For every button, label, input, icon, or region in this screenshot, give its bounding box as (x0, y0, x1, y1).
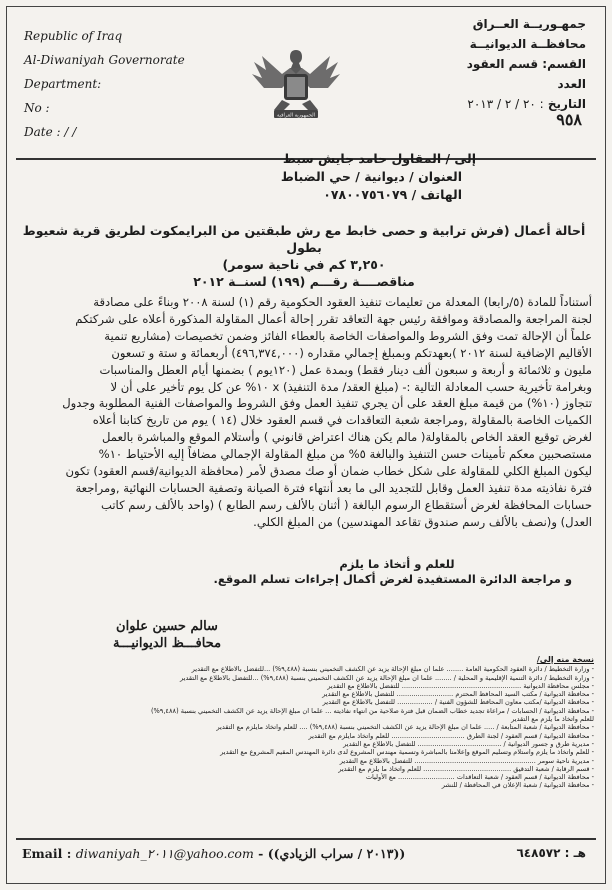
email-address: diwaniyah_٢٠١١@yahoo.com (75, 846, 254, 861)
copy-item: - وزارة التخطيط / دائرة العقود الحكومية العامة ........ علما ان مبلغ الإحالة يزيد عن الكشف التخميني بنسبة (٩,٤٨٨%) ...للتفضل بالاطلاع مع التقدير (191, 665, 594, 674)
body-line: حسابات المحافظة لغرض أستقطاع الرسوم البالغة ( أثنان بالألف رسم الطابع ) (واحد بالألف رسم كاتب (100, 497, 592, 512)
recipient-to: إلى / المقاول حامد جايش سبط (282, 151, 476, 166)
recipient-address: العنوان / ديوانية / حي الضباط (280, 169, 462, 184)
body-line: لجنة المراجعة والمصادقة وموافقة رئيس جهة التعاقد تقرر إحالة أعمال المقاولة المذكورة أعلاه على شركتكم (75, 311, 592, 326)
subject-line-3: مناقصــــة رقـــم (١٩٩) لسنــة ٢٠١٢ (193, 274, 415, 289)
body-line: لغرض توقيع العقد الخاص بالمقاولة( مالم يكن هناك اعتراض قانوني ) وأستلام الموقع والمباشرة بالعمل (102, 430, 592, 445)
copy-item: - محافظة الديوانية /مكتب معاون المحافظ للشؤون الفنية / ................. للتفضل بالاطلاع مع التقدير (322, 698, 594, 707)
number-row (416, 74, 586, 94)
signatory-name: سالم حسين علوان (116, 619, 218, 634)
footer-divider (16, 838, 596, 840)
emblem-caption: الجمهورية العراقية (276, 112, 316, 119)
subject-block (20, 222, 588, 290)
closing-block (52, 557, 572, 587)
number-en: No : (24, 101, 50, 115)
body-line: الكميات الخاصة بالمقاولة ,ومراجعة شعبة التعاقدات في قسم العقود خلال (١٤ ) يوم من تاريخ كتابنا أعلاه (92, 413, 592, 428)
email-suffix: - ((٢٠١٣ / سراب الزيادي)) (258, 846, 406, 861)
body-line: مستصحبين معكم تأمينات حسن التنفيذ والبالغة ٥% من مبلغ المقاولة الإجمالي مضافاً إليه الأحتياط ١٠% (98, 447, 592, 462)
closing-line-1: للعلم و أتخاذ ما يلزم (339, 557, 455, 571)
copy-item: للعلم واتخاذ ما يلزم مع التقدير (511, 715, 594, 724)
footer-phone: هـ : ٦٤٨٥٧٢ (516, 846, 586, 860)
copies-heading: نسخة منه إلى/ (536, 656, 594, 664)
subject-line-2: ٣,٢٥٠ كم في ناحية سومر) (222, 257, 386, 272)
copy-item: - محافظة الديوانية / قسم العقود / شعبة التعاقدات ........................... مع الأوليات (365, 773, 594, 782)
copy-item: - مديرية ناحية سومر .......................................................... للتفضل بالاطلاع مع التقدير (339, 756, 594, 765)
letter-body (22, 294, 592, 531)
body-line: تتجاوز (١٠%) من قيمة مبلغ العقد على أن يجري تنفيذ العمل وفق الشروط والمواصفات الفنية المطلوبة وجدول (62, 396, 592, 411)
governorate-en: Al-Diwaniyah Governorate (24, 53, 185, 67)
body-line: فترة نفاذيته مدة تنفيذ العمل وقابل للتجديد الى ما بعد أنتهاء فترة الصيانة وتصفية الحسابات النهائية ,ومراجعة (75, 480, 592, 495)
date-label-ar: التاريخ (547, 97, 586, 111)
letter-number: ٩٥٨ (556, 110, 582, 129)
subject-line-1: أحالة أعمال (فرش ترابية و حصى خابط مع رش طبقتين من البرايمكوت لطريق قرية شعيوط بطول (22, 223, 586, 255)
footer-email (22, 846, 405, 861)
copy-item: - قسم الرقابة / شعبة التدقيق .......................................... للعلم واتخاذ ما يلزم مع التقدير (338, 764, 594, 773)
closing-line-2: و مراجعة الدائرة المستفيدة لغرض أكمال إجراءات تسلم الموقع. (213, 572, 572, 586)
department-en: Department: (24, 77, 102, 91)
country-en: Republic of Iraq (24, 29, 123, 43)
copy-item: - مديرية طرق و جسور الديوانية / ........................................ للتفضل بالاطلاع مع التقدير (343, 739, 594, 748)
body-line: أستناداً للمادة (٥/رابعا) المعدلة من تعليمات تنفيذ العقود الحكومية رقم (١) لسنة ٢٠٠٨ وبناءً على مصادقة (93, 295, 592, 309)
recipient-block (146, 150, 476, 204)
body-line: ليكون المبلغ الكلي للمقاولة على شكل خطاب ضمان أو صك مصدق لأمر (محافظة الديوانية/قسم العقود) تكون (65, 464, 592, 479)
governorate-ar: محافظــة الديوانيــة (469, 37, 586, 51)
body-line: علماً أن الإحالة تمت وفق الشروط والمواصفات الخاصة بالعطاء الفائز وضمن تخصيصات (مشاريع تنمية (104, 328, 592, 343)
number-label-ar: العدد (557, 77, 586, 91)
body-line: وبغرامة تأخيرية حسب المعادلة التالية :- (مبلغ العقد/ مدة التنفيذ) x ١٠% عن كل يوم تأخير على أن لا (110, 379, 592, 394)
copy-item: - محافظة الديوانية / قسم العقود / لجنة الطرق ................................... للعلم واتخاذ مايلزم مع التقدير (308, 731, 594, 740)
body-line: الأقاليم الإضافية لسنة ٢٠١٢ )بعهدتكم وبمبلغ إجمالي مقداره (٤٩٦,٣٧٤,٠٠٠) أربعمائة و ستة و تسعون (111, 345, 592, 360)
copy-item: - محافظة الديوانية / شعبة المتابعة / ..... علما ان مبلغ الإحالة يزيد عن الكشف التخميني بنسبة (٩,٤٨٨%) .... للعلم واتخاذ مايلزم مع التقدير (216, 723, 594, 732)
signatory-title: محافـــظ الديوانيـــة (112, 636, 222, 651)
english-header (24, 24, 185, 144)
country-ar: جمهـوريــة العــراق (472, 17, 586, 31)
copy-item: - محافظة الديوانية / شعبة الإعلان في المحافظة / للنشر (441, 781, 594, 790)
copy-item: - مجلس محافظة الديوانية ......................................................... للتفضل بالاطلاع مع التقدير (327, 681, 594, 690)
recipient-phone: الهاتف / ٠٧٨٠٠٧٥٦٠٧٩ (323, 187, 462, 202)
email-label: Email : (22, 846, 72, 861)
copy-item: - محافظة الديوانية / الحسابات / مراعاة تجديد خطاب الضمان قبل فترة صلاحية من انتهاء نفاذيته ... علما ان مبلغ الإحالة يزيد عن الكشف التخميني بنسبة (٩,٤٨٨%) (150, 706, 594, 715)
date-en: Date : / / (24, 125, 77, 139)
iraq-eagle-emblem-icon (244, 44, 348, 124)
copy-item: - وزارة التخطيط / دائرة التنمية الإقليمية و المحلية / ........ علما ان مبلغ الإحالة يزيد عن الكشف التخميني بنسبة (٩,٤٨٨%) ...للتفضل بالاطلاع مع التقدير (179, 673, 594, 682)
copies-list (26, 656, 594, 790)
department-ar: القسم: قسم العقود (466, 57, 586, 71)
arabic-header (416, 14, 586, 114)
body-line: العدل) و(نصف بالألف رسم صندوق تقاعد المهندسين) من المبلغ الكلي. (253, 514, 592, 529)
copy-item: - للعلم واتخاذ ما يلزم واستلام وتسليم الموقع وإعلامنا بالمباشرة وتسمية مهندس المشروع لدى دائرة المهندس المقيم المشروع مع التقدير (220, 748, 594, 757)
date-value-ar: : ٢٠ / ٢ / ٢٠١٣ (467, 97, 544, 111)
signature-block (92, 618, 242, 652)
body-line: مليون و ثلاثمائة و أربعة و سبعون ألف دينار فقط) وبمدة عمل (١٢٠يوم ) بضمنها أيام العطل والمناسبات (99, 362, 592, 377)
copy-item: - محافظة الديوانية / مكتب السيد المحافظ المحترم ........................... للتفضل بالاطلاع مع التقدير (322, 690, 594, 699)
